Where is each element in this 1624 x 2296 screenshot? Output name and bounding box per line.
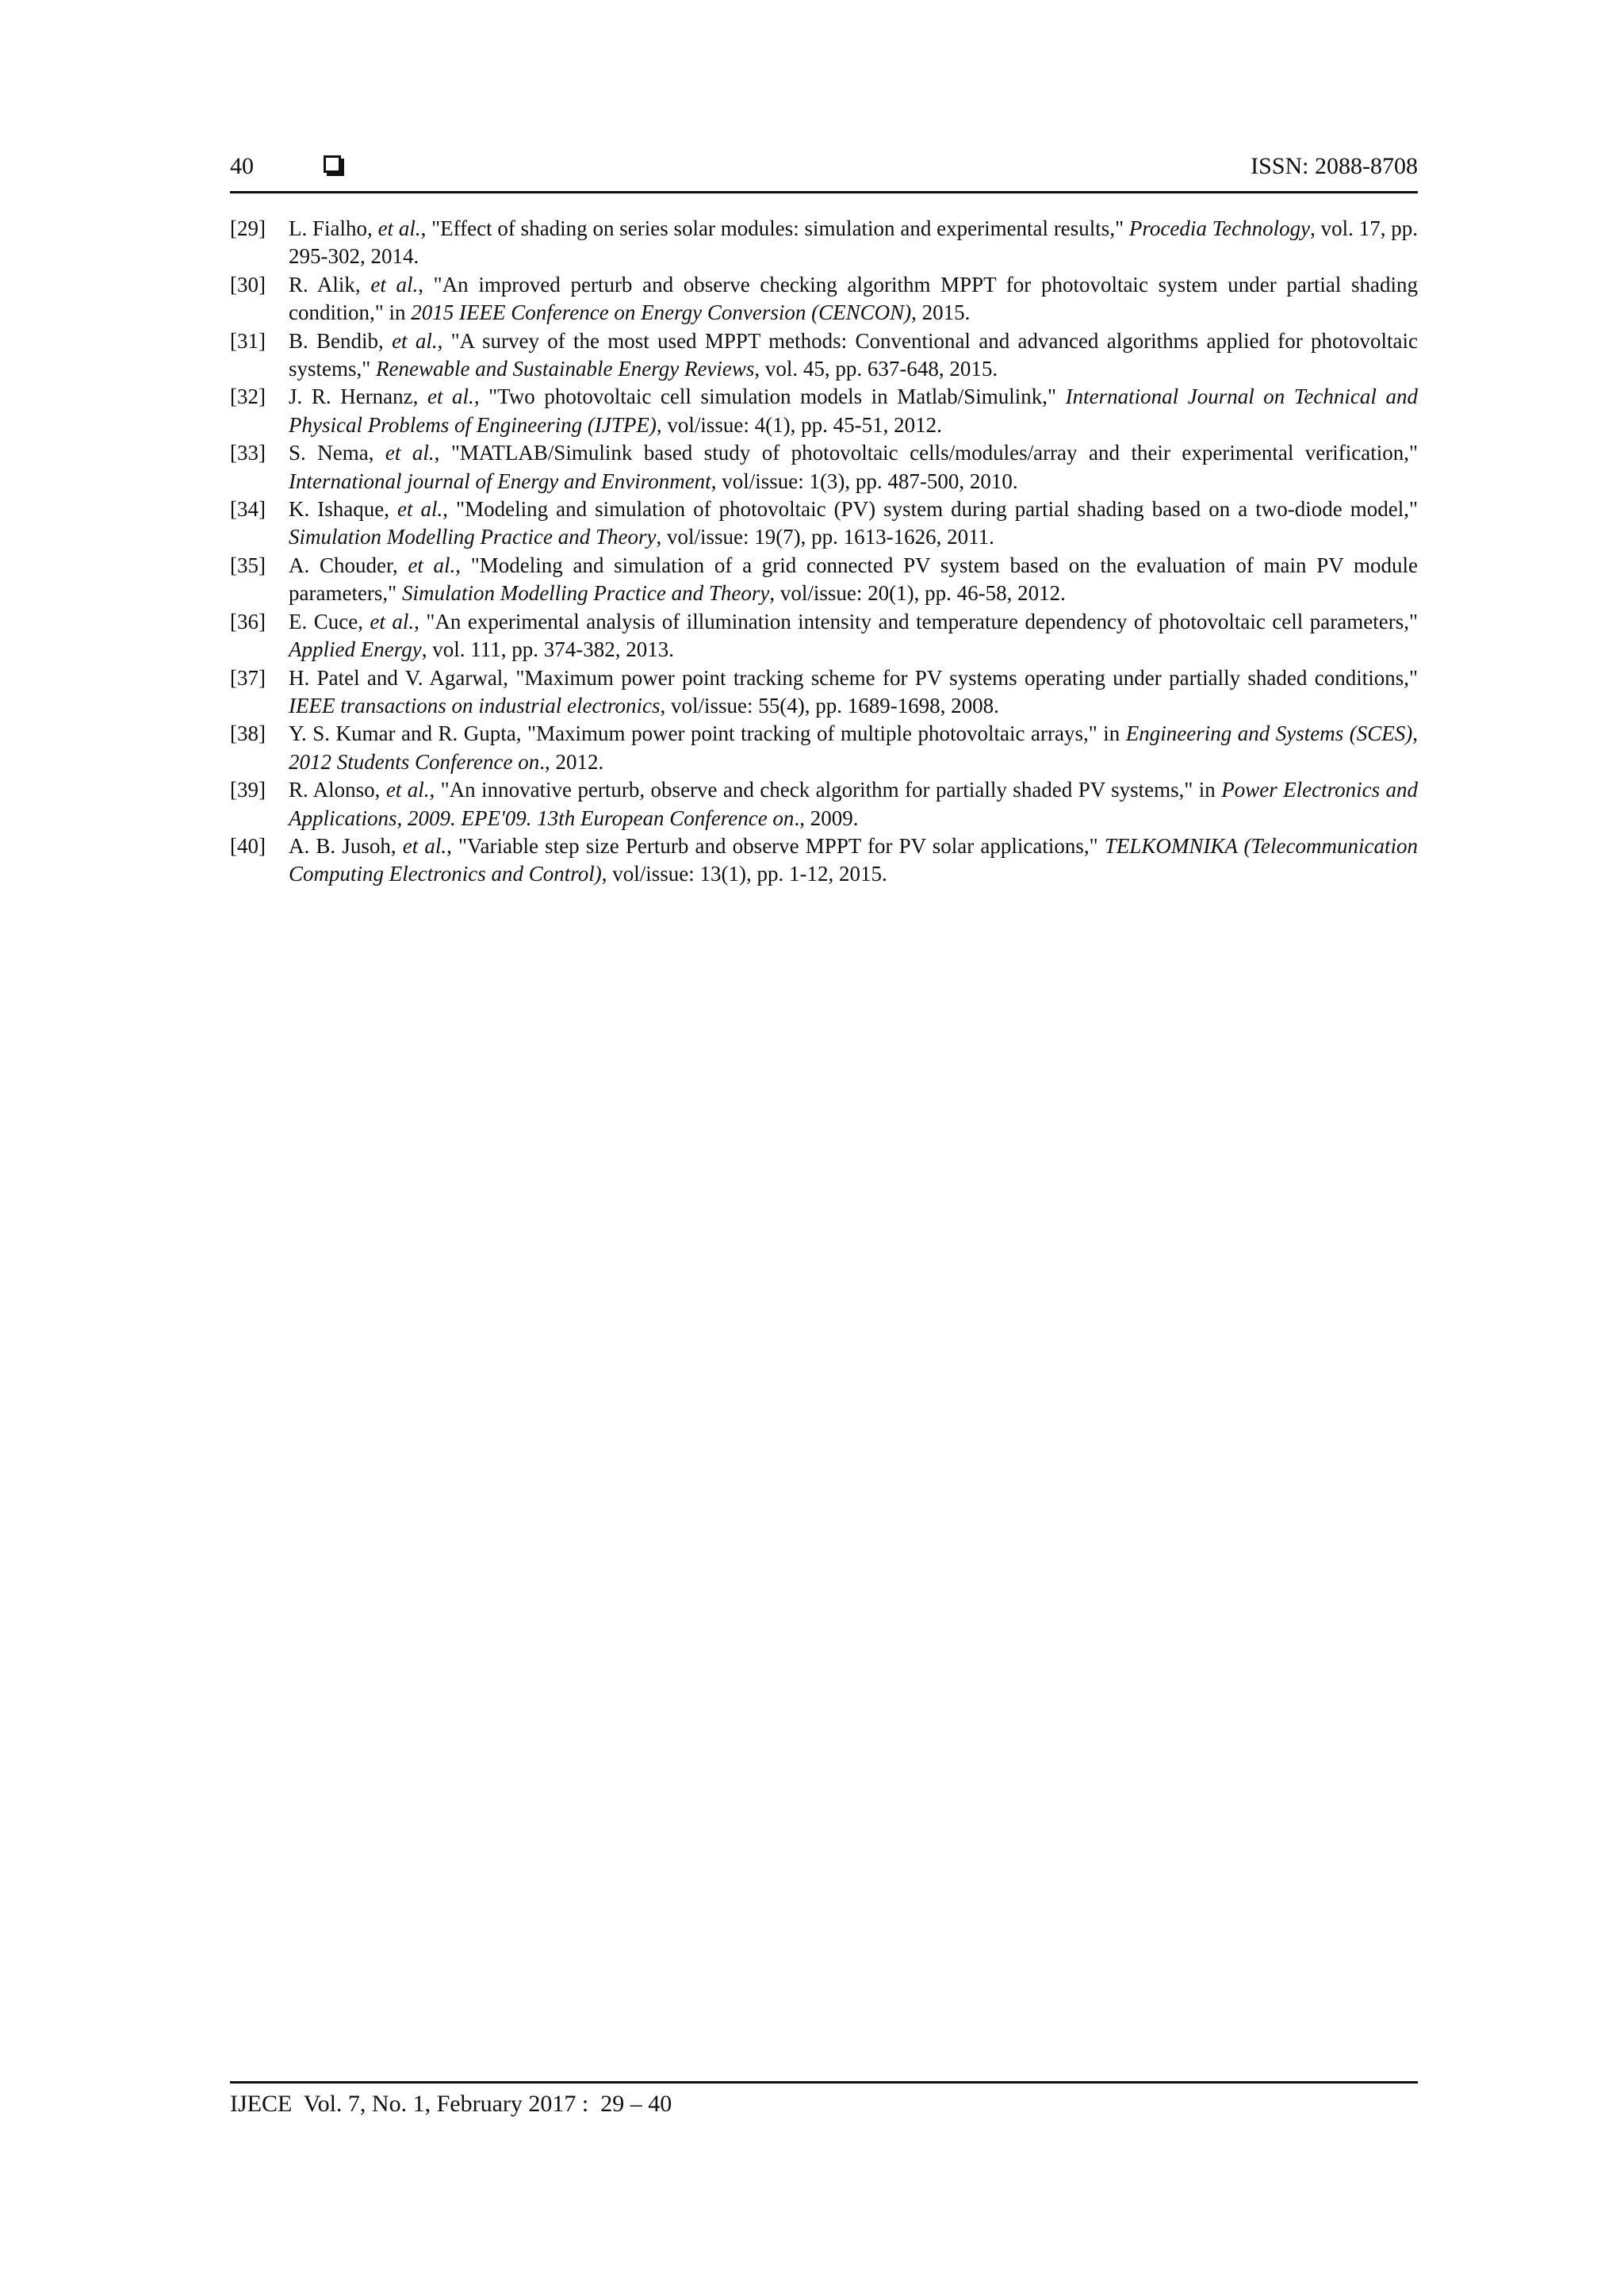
reference-label: [38] — [230, 721, 266, 746]
reference-item — [230, 720, 1418, 776]
reference-italic-segment: International Journal on Technical and Physical Problems of Engineering (IJTPE) — [289, 385, 1418, 437]
reference-item — [230, 439, 1418, 496]
reference-item — [230, 664, 1418, 721]
reference-italic-segment: et al. — [377, 216, 421, 240]
reference-segment: R. Alik, — [289, 272, 371, 297]
reference-italic-segment: International journal of Energy and Environment — [289, 469, 711, 493]
reference-segment: ., 2009. — [794, 806, 859, 830]
reference-segment: , vol/issue: 1(3), pp. 487-500, 2010. — [710, 469, 1018, 493]
reference-label: [39] — [230, 778, 266, 802]
reference-segment: , "An experimental analysis of illumination intensity and temperature dependency of photovoltaic cell parameters," — [414, 609, 1418, 633]
reference-label: [30] — [230, 272, 266, 297]
reference-italic-segment: et al. — [392, 328, 438, 353]
reference-segment: , vol/issue: 19(7), pp. 1613-1626, 2011. — [656, 525, 994, 549]
reference-item — [230, 608, 1418, 664]
reference-item — [230, 271, 1418, 327]
reference-item — [230, 832, 1418, 889]
reference-segment: K. Ishaque, — [289, 497, 398, 522]
reference-italic-segment: Renewable and Sustainable Energy Reviews — [376, 357, 755, 381]
reference-label: [37] — [230, 665, 266, 690]
reference-segment: R. Alonso, — [289, 778, 386, 802]
reference-italic-segment: et al. — [370, 609, 415, 633]
reference-item — [230, 552, 1418, 608]
reference-segment: , vol. 45, pp. 637-648, 2015. — [754, 357, 998, 381]
reference-text — [289, 497, 1418, 549]
reference-segment: , vol/issue: 55(4), pp. 1689-1698, 2008. — [660, 693, 999, 718]
reference-item — [230, 776, 1418, 832]
reference-text — [289, 329, 1418, 381]
reference-italic-segment: Procedia Technology — [1128, 216, 1311, 240]
reference-segment: , "Modeling and simulation of a grid connected PV system based on the evaluation of main PV module parameters," — [289, 553, 1418, 606]
reference-segment: , vol/issue: 13(1), pp. 1-12, 2015. — [601, 862, 887, 886]
reference-segment: Y. S. Kumar and R. Gupta, "Maximum power point tracking of multiple photovoltaic arrays," in — [289, 721, 1126, 746]
reference-label: [40] — [230, 833, 266, 858]
reference-segment: E. Cuce, — [289, 609, 370, 633]
page-number: 40 — [230, 153, 254, 179]
header-divider — [230, 191, 1418, 193]
reference-text — [289, 834, 1418, 886]
reference-segment: , "An innovative perturb, observe and check algorithm for partially shaded PV systems," in — [429, 778, 1222, 802]
reference-segment: , vol. 111, pp. 374-382, 2013. — [421, 637, 674, 662]
reference-italic-segment: et al. — [370, 272, 419, 297]
reference-italic-segment: et al. — [397, 497, 443, 522]
reference-segment: , "Two photovoltaic cell simulation models in Matlab/Simulink," — [473, 385, 1066, 409]
checkbox-square-icon — [324, 155, 341, 173]
reference-italic-segment: et al. — [385, 441, 435, 465]
reference-segment: L. Fialho, — [289, 216, 378, 240]
reference-item — [230, 496, 1418, 552]
reference-label: [36] — [230, 609, 266, 633]
reference-italic-segment: Power Electronics and Applications, 2009. EPE'09. 13th European Conference on — [289, 778, 1418, 830]
reference-text — [289, 721, 1418, 773]
reference-segment: , "Modeling and simulation of photovoltaic (PV) system during partial shading based on a two-diode model," — [442, 497, 1418, 522]
reference-segment: , "Variable step size Perturb and observe MPPT for PV solar applications," — [446, 833, 1105, 858]
reference-italic-segment: et al. — [402, 833, 447, 858]
reference-segment: , vol/issue: 20(1), pp. 46-58, 2012. — [769, 581, 1066, 606]
reference-label: [31] — [230, 328, 266, 353]
reference-segment: H. Patel and V. Agarwal, "Maximum power point tracking scheme for PV systems operating under partially shaded conditions," — [289, 665, 1418, 690]
reference-list — [230, 215, 1418, 889]
reference-segment: , "An improved perturb and observe checking algorithm MPPT for photovoltaic system under partial shading condition," in — [289, 272, 1418, 325]
reference-label: [32] — [230, 385, 266, 409]
reference-italic-segment: et al. — [385, 778, 430, 802]
reference-item — [230, 383, 1418, 439]
reference-italic-segment: Simulation Modelling Practice and Theory — [401, 581, 770, 606]
reference-segment: , "A survey of the most used MPPT methods: Conventional and advanced algorithms applied for photovoltaic systems," — [289, 328, 1418, 381]
reference-italic-segment: TELKOMNIKA (Telecommunication Computing Electronics and Control) — [289, 833, 1418, 886]
reference-segment: , vol/issue: 4(1), pp. 45-51, 2012. — [656, 412, 942, 437]
reference-italic-segment: Engineering and Systems (SCES), 2012 Students Conference on — [289, 721, 1418, 774]
reference-italic-segment: 2015 IEEE Conference on Energy Conversion (CENCON) — [411, 300, 912, 325]
reference-italic-segment: IEEE transactions on industrial electronics — [289, 693, 661, 718]
reference-text — [289, 666, 1418, 718]
footer-divider — [230, 2081, 1418, 2084]
footer-citation: IJECE Vol. 7, No. 1, February 2017 : 29 – 40 — [230, 2091, 672, 2117]
reference-italic-segment: et al. — [427, 385, 474, 409]
reference-label: [29] — [230, 216, 266, 240]
issn-label: ISSN: 2088-8708 — [1251, 153, 1418, 179]
reference-segment: ., 2012. — [539, 749, 604, 774]
reference-italic-segment: et al. — [408, 553, 456, 577]
reference-text — [289, 553, 1418, 605]
reference-label: [34] — [230, 497, 266, 522]
page-header — [230, 152, 1418, 190]
reference-text — [289, 385, 1418, 436]
reference-text — [289, 441, 1418, 492]
reference-text — [289, 778, 1418, 829]
reference-segment: S. Nema, — [289, 441, 385, 465]
reference-italic-segment: Simulation Modelling Practice and Theory — [289, 525, 657, 549]
reference-segment: J. R. Hernanz, — [289, 385, 427, 409]
reference-text — [289, 216, 1418, 268]
reference-segment: A. Chouder, — [289, 553, 408, 577]
reference-label: [35] — [230, 553, 266, 577]
reference-text — [289, 610, 1418, 661]
reference-segment: , "MATLAB/Simulink based study of photovoltaic cells/modules/array and their experimental verification," — [434, 441, 1418, 465]
reference-segment: , 2015. — [911, 300, 971, 325]
reference-segment: , "Effect of shading on series solar modules: simulation and experimental results," — [420, 216, 1129, 240]
reference-label: [33] — [230, 441, 266, 465]
reference-segment: B. Bendib, — [289, 328, 393, 353]
reference-italic-segment: Applied Energy — [289, 637, 422, 662]
reference-text — [289, 273, 1418, 324]
reference-segment: A. B. Jusoh, — [289, 833, 403, 858]
reference-item — [230, 215, 1418, 271]
reference-segment: , vol. 17, pp. 295-302, 2014. — [289, 216, 1418, 269]
reference-item — [230, 327, 1418, 384]
